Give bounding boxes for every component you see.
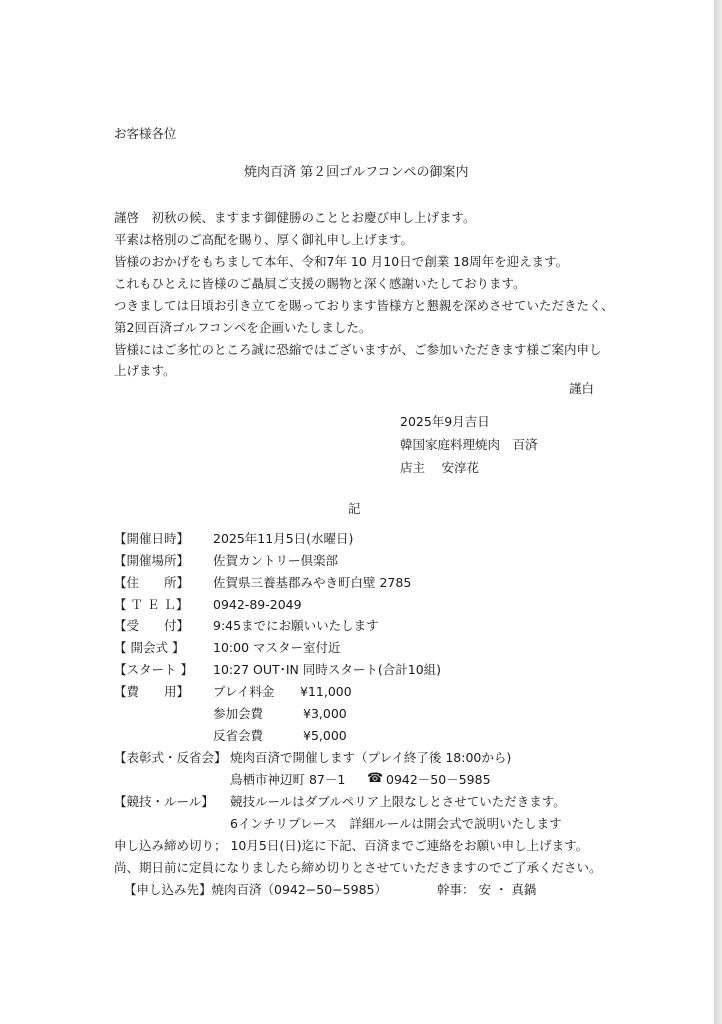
venue-label: 【開催場所】 bbox=[114, 553, 190, 568]
page-edge bbox=[714, 0, 722, 1024]
date-value: 2025年11月5日(水曜日) bbox=[213, 531, 354, 546]
fee-amount: ¥5,000 bbox=[303, 728, 347, 743]
award-address: 鳥栖市神辺町 87－1 bbox=[230, 772, 346, 787]
apply-line: 【申し込み先】焼肉百済（0942−50−5985） bbox=[124, 882, 387, 897]
body-line: 第2回百済ゴルフコンペを企画いたしました。 bbox=[114, 320, 372, 335]
body-line: 平素は格別のご高配を賜り、厚く御礼申し上げます。 bbox=[114, 232, 414, 247]
opening-label: 【 開会式 】 bbox=[114, 640, 185, 655]
rules-line-2: 6インチリプレース 詳細ルールは開会式で説明いたします bbox=[230, 816, 562, 831]
rules-line-1: 競技ルールはダブルペリア上限なしとさせていただきます。 bbox=[230, 794, 566, 809]
body-line: 上げます。 bbox=[114, 363, 176, 378]
venue-value: 佐賀カントリー倶楽部 bbox=[213, 553, 339, 568]
deadline-line: 申し込み締め切り； 10月5日(日)迄に下記、百済までご連絡をお願い申し上げます。 bbox=[114, 838, 589, 853]
salutation: お客様各位 bbox=[114, 126, 177, 141]
start-label: 【スタート 】 bbox=[114, 662, 193, 677]
ki-heading: 記 bbox=[348, 501, 361, 516]
opening-value: 10:00 マスター室付近 bbox=[213, 640, 341, 655]
award-label: 【表彰式・反省会】 bbox=[114, 750, 227, 765]
tel-label: 【 Ｔ Ｅ Ｌ】 bbox=[114, 597, 189, 612]
phone-icon: ☎ bbox=[367, 771, 384, 786]
body-line: つきましては日頃お引き立てを賜っております皆様方と懇親を深めさせていただきたく、 bbox=[114, 298, 614, 313]
date-label: 【開催日時】 bbox=[114, 531, 190, 546]
body-line: 皆様にはご多忙のところ誠に恐縮ではございますが、ご参加いただきます様ご案内申し bbox=[114, 342, 602, 357]
issue-date: 2025年9月吉日 bbox=[400, 414, 490, 429]
address-value: 佐賀県三養基郡みやき町白壁 2785 bbox=[213, 575, 412, 590]
body-line: これもひとえに皆様のご贔屓ご支援の賜物と深く感謝いたしております。 bbox=[114, 276, 526, 291]
sender-org: 韓国家庭料理焼肉 百済 bbox=[400, 437, 538, 452]
sender-name: 店主 安淳花 bbox=[400, 460, 479, 475]
body-line: 謹啓 初秋の候、ますます御健勝のこととお慶び申し上げます。 bbox=[114, 210, 476, 225]
closing: 謹白 bbox=[569, 381, 595, 396]
document-title: 焼肉百済 第２回ゴルフコンペの御案内 bbox=[244, 165, 469, 180]
reception-value: 9:45までにお願いいたします bbox=[213, 618, 379, 633]
award-phone: 0942－50－5985 bbox=[386, 772, 491, 787]
address-label: 【住 所】 bbox=[114, 575, 190, 590]
organizers: 幹事： 安 ・ 真鍋 bbox=[437, 882, 537, 897]
fee-name: 反省会費 bbox=[213, 728, 264, 743]
fee-amount: ¥3,000 bbox=[303, 706, 347, 721]
tel-value: 0942-89-2049 bbox=[213, 597, 302, 612]
fee-name: プレイ料金 bbox=[213, 684, 275, 699]
fee-amount: ¥11,000 bbox=[300, 684, 352, 699]
award-value: 焼肉百済で開催します（プレイ終了後 18:00から) bbox=[230, 750, 512, 765]
fee-name: 参加会費 bbox=[213, 706, 264, 721]
reception-label: 【受 付】 bbox=[114, 618, 190, 633]
rules-label: 【競技・ルール】 bbox=[114, 794, 214, 809]
body-line: 皆様のおかげをもちまして本年、令和7年 10 月10日で創業 18周年を迎えます。 bbox=[114, 254, 569, 269]
capacity-line: 尚、期日前に定員になりましたら締め切りとさせていただきますのでご了承ください。 bbox=[114, 860, 602, 875]
fee-label: 【費 用】 bbox=[114, 684, 190, 699]
start-value: 10:27 OUT･IN 同時スタート(合計10組) bbox=[213, 662, 442, 677]
